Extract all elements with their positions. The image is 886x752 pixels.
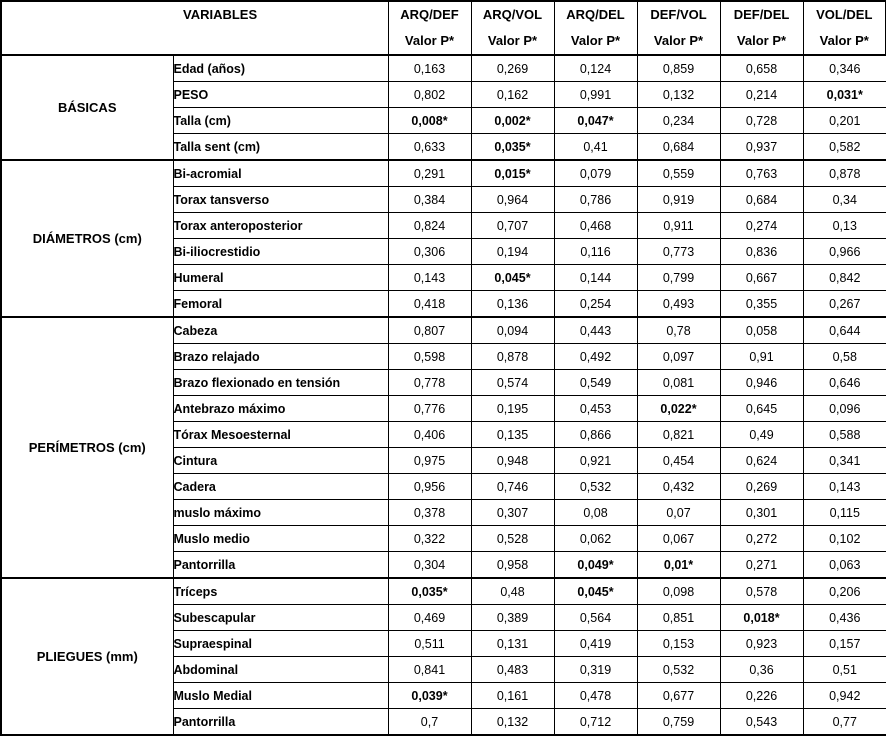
p-value-cell: 0,469 [388,605,471,631]
p-value-cell: 0,624 [720,448,803,474]
p-value-cell: 0,322 [388,526,471,552]
p-value-cell: 0,975 [388,448,471,474]
p-value-cell: 0,341 [803,448,886,474]
group-label-4: PLIEGUES (mm) [1,578,173,735]
variable-name-cell: Talla sent (cm) [173,134,388,161]
variable-name-cell: Brazo relajado [173,344,388,370]
p-value-cell: 0,746 [471,474,554,500]
p-value-cell: 0,161 [471,683,554,709]
p-value-cell: 0,802 [388,82,471,108]
variable-name-cell: Cadera [173,474,388,500]
p-value-cell: 0,096 [803,396,886,422]
p-value-cell: 0,948 [471,448,554,474]
p-value-cell: 0,443 [554,317,637,344]
p-value-cell: 0,528 [471,526,554,552]
p-value-cell: 0,453 [554,396,637,422]
p-value-cell: 0,319 [554,657,637,683]
p-value-cell: 0,841 [388,657,471,683]
p-value-cell: 0,01* [637,552,720,579]
p-value-cell: 0,842 [803,265,886,291]
p-value-cell: 0,532 [637,657,720,683]
variable-name-cell: Bi-acromial [173,160,388,187]
p-value-cell: 0,269 [471,55,554,82]
p-value-cell: 0,094 [471,317,554,344]
variable-name-cell: Tórax Mesoesternal [173,422,388,448]
variable-name-cell: Bi-iliocrestidio [173,239,388,265]
p-value-cell: 0,859 [637,55,720,82]
p-value-cell: 0,48 [471,578,554,605]
p-value-cell: 0,582 [803,134,886,161]
p-value-cell: 0,511 [388,631,471,657]
p-value-cell: 0,588 [803,422,886,448]
header-column-arq-del: ARQ/DEL [554,1,637,28]
p-value-cell: 0,559 [637,160,720,187]
p-value-cell: 0,911 [637,213,720,239]
header-subcolumn-pvalue: Valor P* [388,28,471,55]
p-value-cell: 0,406 [388,422,471,448]
p-value-cell: 0,574 [471,370,554,396]
p-value-cell: 0,116 [554,239,637,265]
p-value-cell: 0,214 [720,82,803,108]
p-value-cell: 0,045* [471,265,554,291]
p-value-cell: 0,964 [471,187,554,213]
p-value-cell: 0,763 [720,160,803,187]
p-value-cell: 0,7 [388,709,471,736]
p-value-cell: 0,776 [388,396,471,422]
p-value-cell: 0,304 [388,552,471,579]
p-value-cell: 0,921 [554,448,637,474]
header-corner-blank [1,1,173,28]
p-value-cell: 0,097 [637,344,720,370]
p-value-cell: 0,958 [471,552,554,579]
p-value-cell: 0,132 [471,709,554,736]
p-value-cell: 0,269 [720,474,803,500]
header-column-arq-def: ARQ/DEF [388,1,471,28]
table-header-row-secondary [1,28,886,55]
table-row [1,160,886,187]
variable-name-cell: Cintura [173,448,388,474]
variable-name-cell: Cabeza [173,317,388,344]
header-column-def-vol: DEF/VOL [637,1,720,28]
p-value-cell: 0,049* [554,552,637,579]
p-value-cell: 0,468 [554,213,637,239]
p-value-cell: 0,389 [471,605,554,631]
p-value-cell: 0,946 [720,370,803,396]
p-value-cell: 0,272 [720,526,803,552]
variable-name-cell: Brazo flexionado en tensión [173,370,388,396]
variable-name-cell: Abdominal [173,657,388,683]
variable-name-cell: Antebrazo máximo [173,396,388,422]
p-value-cell: 0,306 [388,239,471,265]
header-column-vol-del: VOL/DEL [803,1,886,28]
p-value-cell: 0,78 [637,317,720,344]
p-value-cell: 0,786 [554,187,637,213]
p-value-cell: 0,267 [803,291,886,318]
p-value-cell: 0,778 [388,370,471,396]
p-value-cell: 0,34 [803,187,886,213]
p-value-cell: 0,644 [803,317,886,344]
p-value-cell: 0,07 [637,500,720,526]
p-value-cell: 0,728 [720,108,803,134]
p-value-cell: 0,098 [637,578,720,605]
p-value-cell: 0,923 [720,631,803,657]
p-value-cell: 0,646 [803,370,886,396]
variable-name-cell: Torax anteroposterior [173,213,388,239]
p-value-cell: 0,008* [388,108,471,134]
p-value-cell: 0,878 [471,344,554,370]
p-value-cell: 0,307 [471,500,554,526]
p-value-cell: 0,836 [720,239,803,265]
p-value-cell: 0,821 [637,422,720,448]
variable-name-cell: Supraespinal [173,631,388,657]
p-value-cell: 0,226 [720,683,803,709]
p-value-cell: 0,478 [554,683,637,709]
header-subcolumn-pvalue: Valor P* [554,28,637,55]
p-value-cell: 0,684 [720,187,803,213]
p-value-cell: 0,432 [637,474,720,500]
variable-name-cell: Femoral [173,291,388,318]
p-value-cell: 0,144 [554,265,637,291]
p-value-cell: 0,018* [720,605,803,631]
p-value-cell: 0,667 [720,265,803,291]
p-value-cell: 0,454 [637,448,720,474]
table-footnote [0,736,886,752]
p-value-cell: 0,022* [637,396,720,422]
header-corner-blank-2 [1,28,173,55]
p-value-cell: 0,51 [803,657,886,683]
p-value-cell: 0,115 [803,500,886,526]
p-value-cell: 0,136 [471,291,554,318]
p-value-cell: 0,419 [554,631,637,657]
p-value-cell: 0,851 [637,605,720,631]
p-value-cell: 0,015* [471,160,554,187]
p-value-cell: 0,058 [720,317,803,344]
p-value-cell: 0,254 [554,291,637,318]
group-label-3: PERÍMETROS (cm) [1,317,173,578]
p-value-cell: 0,707 [471,213,554,239]
variable-name-cell: muslo máximo [173,500,388,526]
p-value-cell: 0,301 [720,500,803,526]
table-body [1,1,886,735]
variable-name-cell: Pantorrilla [173,552,388,579]
p-value-cell: 0,143 [803,474,886,500]
p-value-cell: 0,067 [637,526,720,552]
p-value-cell: 0,195 [471,396,554,422]
header-column-def-del: DEF/DEL [720,1,803,28]
p-value-cell: 0,062 [554,526,637,552]
p-value-cell: 0,549 [554,370,637,396]
p-value-cell: 0,36 [720,657,803,683]
p-value-cell: 0,346 [803,55,886,82]
p-value-cell: 0,047* [554,108,637,134]
p-value-cell: 0,956 [388,474,471,500]
p-value-cell: 0,436 [803,605,886,631]
p-value-cell: 0,532 [554,474,637,500]
p-value-cell: 0,77 [803,709,886,736]
p-value-cell: 0,937 [720,134,803,161]
header-subcolumn-pvalue: Valor P* [720,28,803,55]
variable-name-cell: Tríceps [173,578,388,605]
variable-name-cell: Torax tansverso [173,187,388,213]
p-value-cell: 0,157 [803,631,886,657]
table-header-row-primary [1,1,886,28]
p-value-cell: 0,418 [388,291,471,318]
p-value-cell: 0,291 [388,160,471,187]
p-value-cell: 0,234 [637,108,720,134]
p-value-cell: 0,035* [471,134,554,161]
p-value-cell: 0,543 [720,709,803,736]
p-value-cell: 0,991 [554,82,637,108]
p-value-cell: 0,492 [554,344,637,370]
table-row [1,55,886,82]
p-value-cell: 0,274 [720,213,803,239]
p-value-cell: 0,201 [803,108,886,134]
p-value-cell: 0,91 [720,344,803,370]
variable-name-cell: PESO [173,82,388,108]
p-value-cell: 0,271 [720,552,803,579]
p-value-cell: 0,578 [720,578,803,605]
p-value-cell: 0,153 [637,631,720,657]
header-column-arq-vol: ARQ/VOL [471,1,554,28]
p-value-cell: 0,135 [471,422,554,448]
p-value-cell: 0,163 [388,55,471,82]
p-value-cell: 0,966 [803,239,886,265]
variable-name-cell: Muslo medio [173,526,388,552]
p-value-cell: 0,645 [720,396,803,422]
p-value-cell: 0,684 [637,134,720,161]
p-value-cell: 0,58 [803,344,886,370]
variable-name-cell: Humeral [173,265,388,291]
p-value-cell: 0,079 [554,160,637,187]
p-value-cell: 0,942 [803,683,886,709]
p-value-cell: 0,162 [471,82,554,108]
p-value-cell: 0,799 [637,265,720,291]
p-value-cell: 0,677 [637,683,720,709]
p-value-cell: 0,658 [720,55,803,82]
p-value-cell: 0,564 [554,605,637,631]
p-value-cell: 0,143 [388,265,471,291]
header-variables: VARIABLES [173,1,388,28]
p-value-cell: 0,039* [388,683,471,709]
p-value-cell: 0,13 [803,213,886,239]
p-value-cell: 0,49 [720,422,803,448]
p-value-cell: 0,206 [803,578,886,605]
p-value-cell: 0,712 [554,709,637,736]
variable-name-cell: Muslo Medial [173,683,388,709]
header-subcolumn-pvalue: Valor P* [471,28,554,55]
p-value-cell: 0,41 [554,134,637,161]
p-value-cell: 0,384 [388,187,471,213]
p-value-cell: 0,824 [388,213,471,239]
p-value-cell: 0,081 [637,370,720,396]
p-value-cell: 0,866 [554,422,637,448]
header-variables-sub [173,28,388,55]
p-value-cell: 0,045* [554,578,637,605]
p-value-cell: 0,759 [637,709,720,736]
header-subcolumn-pvalue: Valor P* [637,28,720,55]
p-value-cell: 0,131 [471,631,554,657]
table-row [1,578,886,605]
p-value-cell: 0,493 [637,291,720,318]
group-label-1: BÁSICAS [1,55,173,160]
p-value-cell: 0,633 [388,134,471,161]
p-value-cell: 0,878 [803,160,886,187]
p-value-cell: 0,919 [637,187,720,213]
p-value-cell: 0,08 [554,500,637,526]
p-value-cell: 0,063 [803,552,886,579]
p-value-cell: 0,132 [637,82,720,108]
p-value-cell: 0,124 [554,55,637,82]
p-value-cell: 0,773 [637,239,720,265]
p-value-cell: 0,598 [388,344,471,370]
p-value-cell: 0,102 [803,526,886,552]
p-value-cell: 0,035* [388,578,471,605]
p-value-cell: 0,483 [471,657,554,683]
p-value-cell: 0,807 [388,317,471,344]
p-value-cell: 0,194 [471,239,554,265]
p-value-cell: 0,355 [720,291,803,318]
variable-name-cell: Talla (cm) [173,108,388,134]
p-value-cell: 0,031* [803,82,886,108]
variable-name-cell: Edad (años) [173,55,388,82]
group-label-2: DIÁMETROS (cm) [1,160,173,317]
p-value-cell: 0,002* [471,108,554,134]
p-value-cell: 0,378 [388,500,471,526]
variable-name-cell: Pantorrilla [173,709,388,736]
variable-name-cell: Subescapular [173,605,388,631]
table-row [1,317,886,344]
header-subcolumn-pvalue: Valor P* [803,28,886,55]
